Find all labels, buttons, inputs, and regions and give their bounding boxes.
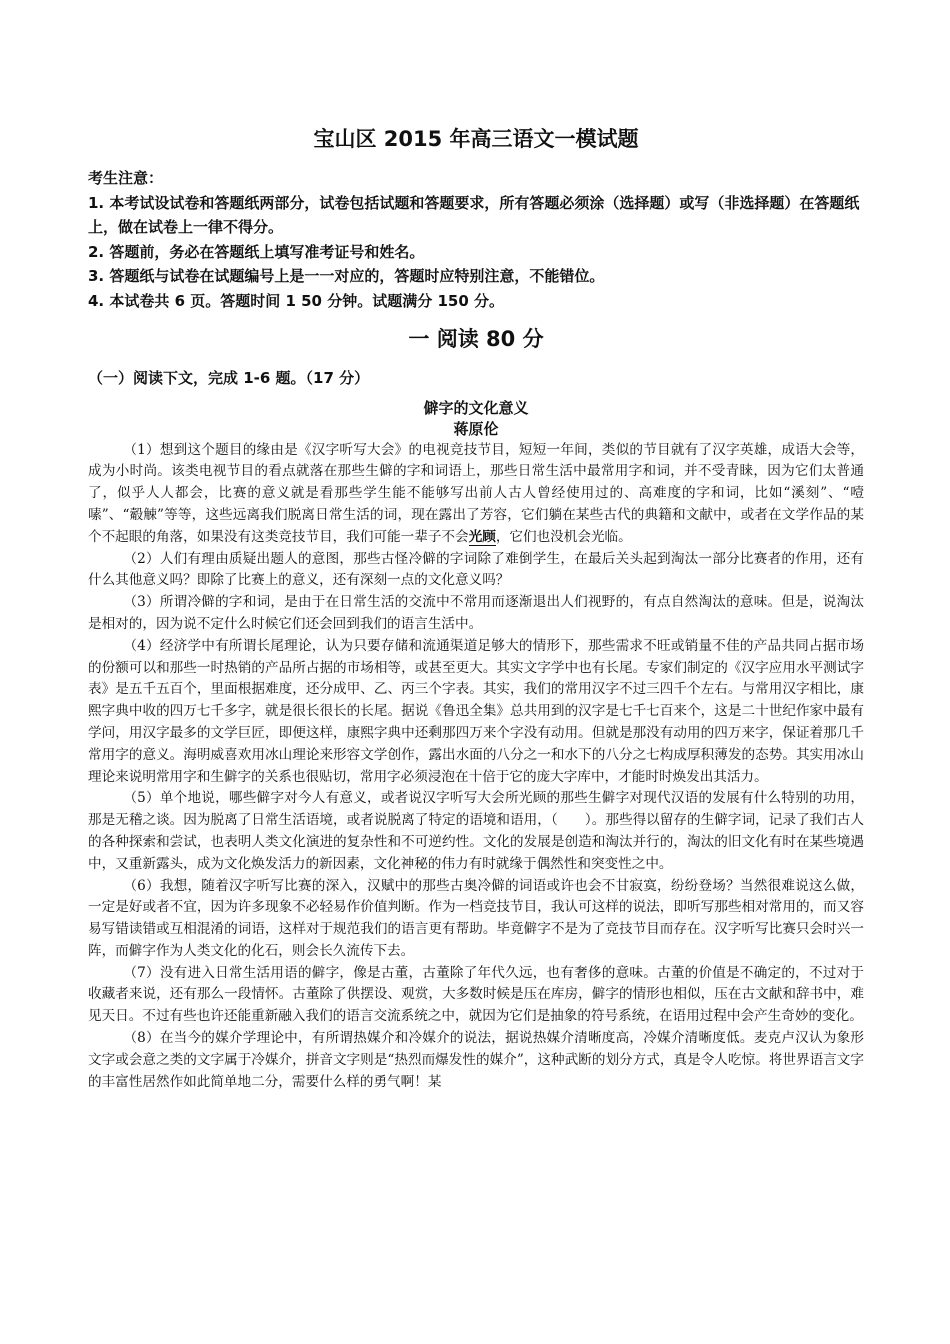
paragraph-7: （7）没有进入日常生活用语的僻字，像是古董，古董除了年代久远，也有奢侈的意味。古董的价值是不确定的，不过对于收藏者来说，还有那么一段情怀。古董除了供摆设、观赏，大多数时候是压在库房，僻字的情形也相似，压在古文献和辞书中，难见天日。不过有些也许还能重新融入我们的语言交流系统之中，就因为它们是抽象的符号系统，在语用过程中会产生奇妙的变化。 xyxy=(88,964,864,1025)
candidate-notice xyxy=(88,166,864,314)
section-title: 一 阅读 80 分 xyxy=(408,326,544,351)
notice-item-4: 4. 本试卷共 6 页。答题时间 1 50 分钟。试题满分 150 分。 xyxy=(88,291,504,310)
paragraph-6: （6）我想，随着汉字听写比赛的深入，汉赋中的那些古奥冷僻的词语或许也会不甘寂寞，纷纷登场？当然很难说这么做，一定是好或者不宜，因为许多现象不必轻易作价值判断。作为一档竞技节目，我认可这样的说法，即听写那些相对常用的，而又容易写错读错或互相混淆的词语，这样对于规范我们的语言更有帮助。毕竟僻字不是为了竞技节目而存在。汉字听写比赛只会时兴一阵，而僻字作为人类文化的化石，则会长久流传下去。 xyxy=(88,877,864,959)
notice-heading: 考生注意： xyxy=(88,169,164,187)
paragraph-1 xyxy=(88,440,864,549)
paragraph-2: （2）人们有理由质疑出题人的意图，那些古怪冷僻的字词除了难倒学生，在最后关头起到淘汰一部分比赛者的作用，还有什么其他意义吗？即除了比赛上的意义，还有深刻一点的文化意义吗？ xyxy=(88,550,864,589)
paragraph-1-text-b: ，它们也没机会光临。 xyxy=(495,528,632,545)
article-title: 僻字的文化意义 xyxy=(423,398,529,417)
paragraph-1-emphasis: 光顾 xyxy=(468,528,496,545)
part-title: （一）阅读下文，完成 1-6 题。（17 分） xyxy=(88,368,370,387)
notice-item-3: 3. 答题纸与试卷在试题编号上是一一对应的，答题时应特别注意，不能错位。 xyxy=(88,267,605,286)
paragraph-5: （5）单个地说，哪些僻字对今人有意义，或者说汉字听写大会所光顾的那些生僻字对现代汉语的发展有什么特别的功用，那是无稽之谈。因为脱离了日常生活语境，或者说脱离了特定的语境和语用，（ ）。那些得以留存的生僻字词，记录了我们古人的各种探索和尝试，也表明人类文化演进的复杂性和不可逆约性。文化的发展是创造和淘汰并行的，淘汰的旧文化有时在某些境遇中，又重新露头，成为文化焕发活力的新因素，文化神秘的伟力有时就缘于偶然性和突变性之中。 xyxy=(88,790,864,872)
exam-title: 宝山区 2015 年高三语文一模试题 xyxy=(313,127,639,151)
paragraph-3: （3）所谓冷僻的字和词，是由于在日常生活的交流中不常用而逐渐退出人们视野的，有点自然淘汰的意味。但是，说淘汰是相对的，因为说不定什么时候它们还会回到我们的语言生活中。 xyxy=(88,594,864,632)
article-body xyxy=(88,440,864,1094)
paragraph-1-text-a: （1）想到这个题目的缘由是《汉字听写大会》的电视竞技节目，短短一年间，类似的节目就有了汉字英雄，成语大会等，成为小时尚。该类电视节目的看点就落在那些生僻的字和词语上，那些日常生活中最常用字和词，并不受青睐，因为它们太普通了，似乎人人都会，比赛的意义就是看那些学生能不能够写出前人古人曾经使用过的、高难度的字和词，比如“溪刻”、“噎嗉”、“觳觫”等等，这些远离我们脱离日常生活的词，现在露出了芳容，它们躺在某些古代的典籍和文献中，或者在文学作品的某个不起眼的角落，如果没有这类竞技节目，我们可能一辈子不会 xyxy=(88,441,864,545)
notice-item-1: 1. 本考试设试卷和答题纸两部分，试卷包括试题和答题要求，所有答题必须涂（选择题）或写（非选择题）在答题纸上，做在试卷上一律不得分。 xyxy=(88,193,860,237)
notice-item-2: 2. 答题前，务必在答题纸上填写准考证号和姓名。 xyxy=(88,242,425,261)
paragraph-4: （4）经济学中有所谓长尾理论，认为只要存储和流通渠道足够大的情形下，那些需求不旺或销量不佳的产品共同占据市场的份额可以和那些一时热销的产品所占据的市场相等，或甚至更大。其实文字学中也有长尾。专家们制定的《汉字应用水平测试字表》是五千五百个，里面根据难度，还分成甲、乙、丙三个字表。其实，我们的常用汉字不过三四千个左右。与常用汉字相比，康熙字典中收的四万七千多字，就是很长很长的长尾。据说《鲁迅全集》总共用到的汉字是七千七百来个，这是二十世纪作家中最有学问，用汉字最多的文学巨匠，即便这样，康熙字典中还剩那四万来个字没有动用。但就是那没有动用的四万来字，保证着那几千常用字的意义。海明威喜欢用冰山理论来形容文学创作，露出水面的八分之一和水下的八分之七构成厚积薄发的态势。其实用冰山理论来说明常用字和生僻字的关系也很贴切，常用字必须浸泡在十倍于它的庞大字库中，才能时时焕发出其活力。 xyxy=(88,637,864,785)
article-author: 蒋原伦 xyxy=(453,419,499,438)
paragraph-8: （8）在当今的媒介学理论中，有所谓热媒介和冷媒介的说法，据说热媒介清晰度高，冷媒介清晰度低。麦克卢汉认为象形文字或会意之类的文字属于冷媒介，拼音文字则是“热烈而爆发性的媒介”，这种武断的划分方式，真是令人吃惊。将世界语言文字的丰富性居然作如此简单地二分，需要什么样的勇气啊！某 xyxy=(88,1030,864,1090)
